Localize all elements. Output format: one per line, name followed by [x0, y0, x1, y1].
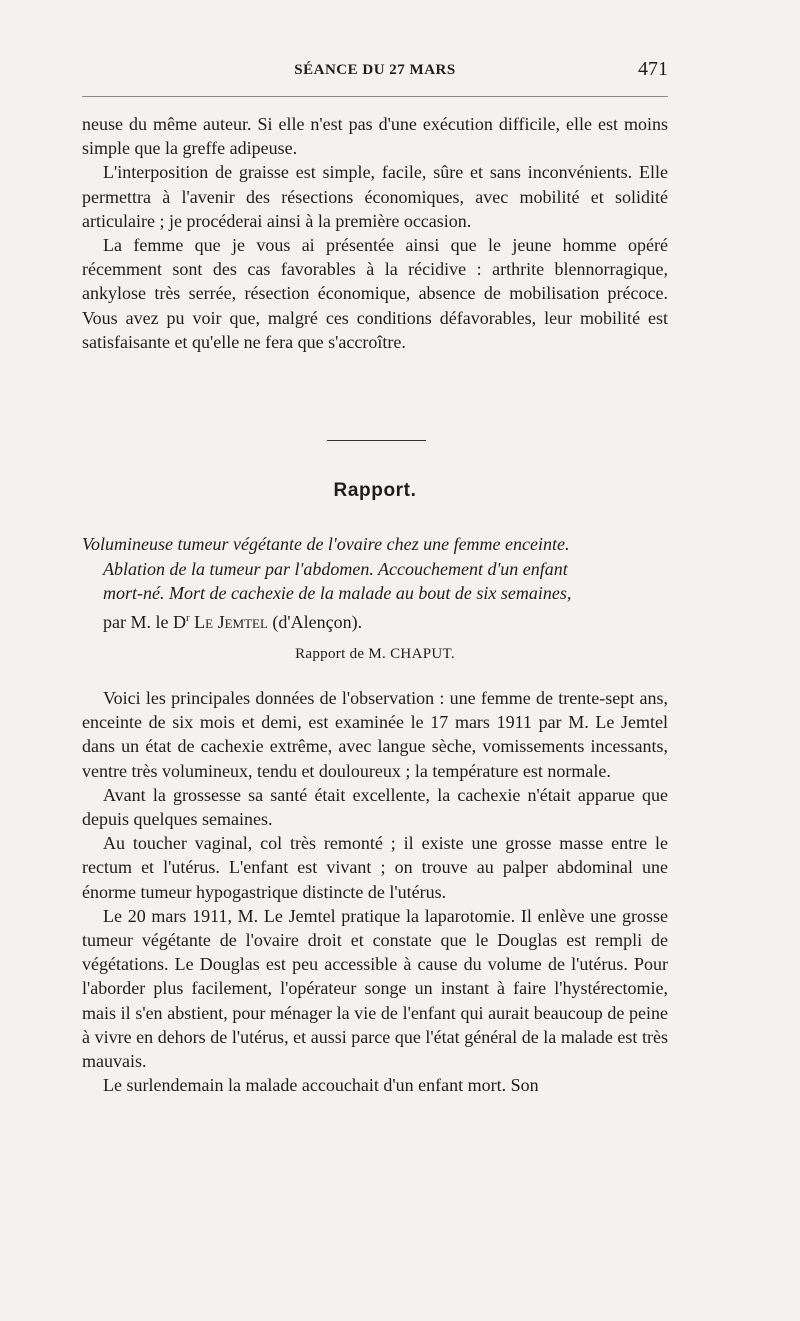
report-title [82, 532, 668, 634]
paragraph: Au toucher vaginal, col très remonté ; il existe une grosse masse entre le rectum et l'utérus. L'enfant est vivant ; on trouve au palper abdominal une énorme tumeur hypogastrique distincte de l'utérus. [82, 833, 668, 902]
page-number: 471 [638, 58, 668, 80]
running-title: SÉANCE DU 27 MARS [294, 62, 456, 78]
top-text-block [82, 112, 668, 354]
paragraph: Voici les principales données de l'observation : une femme de trente-sept ans, enceinte de six mois et demi, est examinée le 17 mars 1911 par M. Le Jemtel dans un état de cachexie extrême, avec langue sèche, vomissements incessants, ventre très volumineux, tendu et douloureux ; la température est normale. [82, 688, 668, 781]
paragraph: Le surlendemain la malade accouchait d'un enfant mort. Son [103, 1075, 539, 1096]
running-header [82, 56, 668, 86]
section-heading: Rapport. [333, 480, 417, 501]
report-title-line: Volumineuse tumeur végétante de l'ovaire chez une femme enceinte. [82, 534, 570, 554]
header-rule [82, 96, 668, 97]
author-place: (d'Alençon). [272, 611, 363, 632]
author-name: Le Jemtel [194, 611, 268, 632]
rapporteur-line: Rapport de M. CHAPUT. [295, 646, 455, 662]
author-dr-superscript: r [185, 611, 190, 624]
paragraph: Avant la grossesse sa santé était excellente, la cachexie n'était apparue que depuis quelques semaines. [82, 784, 668, 830]
paragraph: L'interposition de graisse est simple, facile, sûre et sans inconvénients. Elle permettra à l'avenir des résections économiques, avec mobilité et solidité articulaire ; je procéderai ainsi à la première occasion. [82, 162, 668, 231]
author-prefix: par M. le D [103, 611, 186, 632]
paragraph: Le 20 mars 1911, M. Le Jemtel pratique la laparotomie. Il enlève une grosse tumeur végétante de l'ovaire droit et constate que le Douglas est rempli de végétations. Le Douglas est peu accessible à cause du volume de l'utérus. Pour l'aborder plus facilement, l'opérateur songe un instant à faire l'hystérectomie, mais il s'en abstient, pour ménager la vie de l'enfant qui aurait beaucoup de peine à vivre en dehors de l'utérus, et aussi parce que l'état général de la malade est très mauvais. [82, 905, 668, 1072]
paragraph-continuation: neuse du même auteur. Si elle n'est pas d'une exécution difficile, elle est moins simple que la greffe adipeuse. [82, 114, 668, 159]
report-title-line: Ablation de la tumeur par l'abdomen. Accouchement d'un enfant [103, 558, 568, 579]
report-author [82, 606, 668, 635]
paragraph: La femme que je vous ai présentée ainsi que le jeune homme opéré récemment sont des cas favorables à la récidive : arthrite blennorragique, ankylose très serrée, résection économique, absence de mobilisation précoce. Vous avez pu voir que, malgré ces conditions défavorables, leur mobilité est satisfaisante et qu'elle ne fera que s'accroître. [82, 235, 668, 352]
body-text-block [82, 686, 668, 1097]
report-title-line: mort-né. Mort de cachexie de la malade au bout de six semaines, [103, 583, 572, 603]
section-separator [327, 440, 426, 441]
